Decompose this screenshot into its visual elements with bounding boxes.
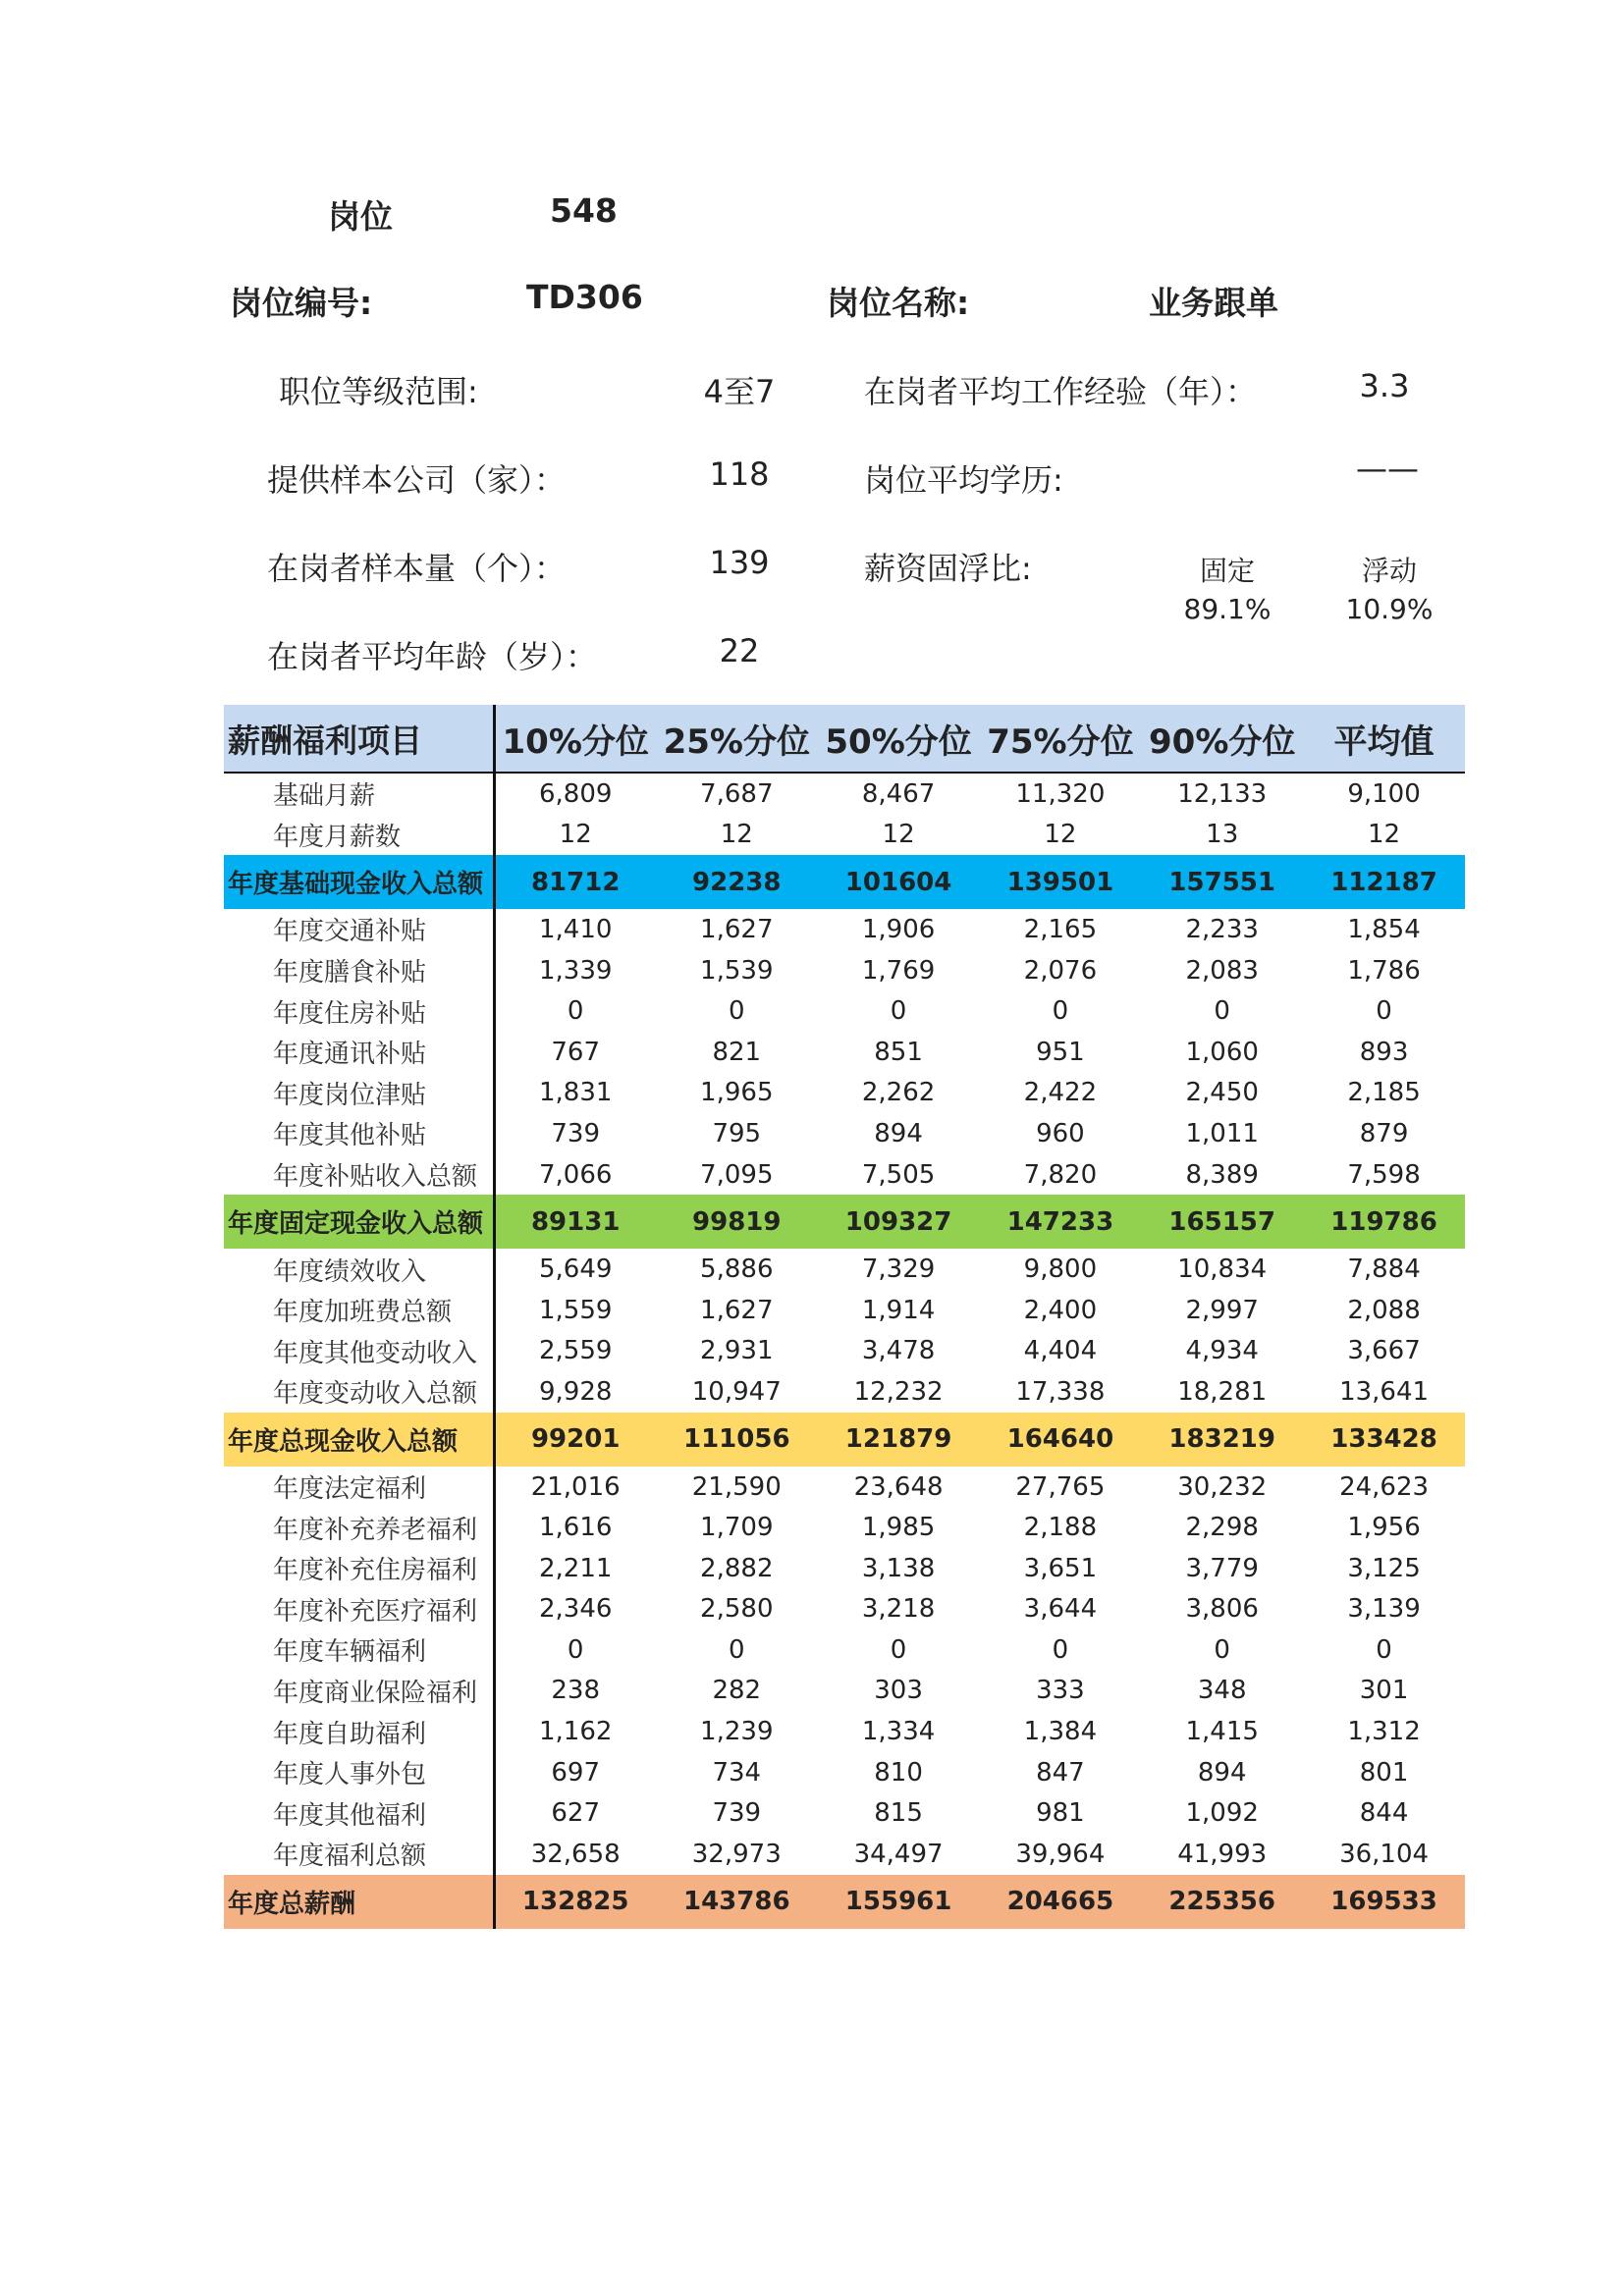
row-item-label: 年度补充住房福利 [224, 1548, 494, 1589]
row-item-label: 年度膳食补贴 [224, 950, 494, 991]
education-label: 岗位平均学历: [864, 461, 1063, 499]
table-cell: 99819 [692, 1206, 782, 1237]
table-cell: 12,133 [1177, 778, 1268, 809]
table-cell: 9,800 [1023, 1255, 1098, 1285]
table-cell: 143786 [682, 1887, 790, 1917]
table-cell: 5,886 [700, 1255, 774, 1285]
table-cell: 3,139 [1347, 1594, 1421, 1625]
table-cell: 1,239 [700, 1717, 774, 1747]
table-cell: 1,312 [1347, 1717, 1421, 1747]
row-item-label: 基础月薪 [224, 773, 494, 815]
experience-label: 在岗者平均工作经验（年）： [864, 373, 1258, 410]
position-code-label: 岗位编号: [230, 284, 373, 322]
table-cell: 34,497 [853, 1839, 944, 1869]
table-cell: 1,965 [700, 1078, 774, 1108]
row-item-label: 年度通讯补贴 [224, 1032, 494, 1073]
table-cell: 0 [728, 996, 745, 1027]
table-cell: 155961 [844, 1887, 952, 1917]
experience-value: 3.3 [1359, 367, 1410, 404]
row-item-label: 年度车辆福利 [224, 1629, 494, 1671]
table-cell: 139501 [1006, 867, 1114, 897]
table-cell: 8,467 [861, 778, 936, 809]
table-cell: 11,320 [1015, 778, 1106, 809]
table-total-row [224, 855, 1465, 909]
table-cell: 2,580 [700, 1594, 774, 1625]
table-cell: 739 [551, 1118, 601, 1148]
table-cell: 3,218 [861, 1594, 936, 1625]
table-cell: 1,985 [861, 1513, 936, 1543]
table-cell: 111056 [682, 1424, 790, 1455]
table-cell: 1,627 [700, 1295, 774, 1325]
table-cell: 30,232 [1177, 1471, 1268, 1502]
column-header: 75%分位 [979, 705, 1141, 773]
table-cell: 2,188 [1023, 1513, 1098, 1543]
fixed-ratio-value: 89.1% [1183, 593, 1272, 625]
table-row [224, 1629, 1465, 1671]
table-cell: 1,334 [861, 1717, 936, 1747]
column-header: 10%分位 [494, 705, 656, 773]
row-item-label: 年度住房补贴 [224, 990, 494, 1032]
table-cell: 2,088 [1347, 1295, 1421, 1325]
table-cell: 1,786 [1347, 955, 1421, 986]
table-cell: 2,262 [861, 1078, 936, 1108]
table-cell: 2,083 [1185, 955, 1259, 986]
table-cell: 0 [890, 996, 907, 1027]
table-cell: 3,779 [1185, 1553, 1259, 1583]
table-cell: 36,104 [1339, 1839, 1430, 1869]
table-cell: 157551 [1168, 867, 1275, 897]
table-cell: 9,928 [538, 1376, 613, 1407]
table-cell: 815 [874, 1798, 923, 1829]
table-cell: 27,765 [1015, 1471, 1106, 1502]
table-cell: 12 [882, 820, 915, 850]
position-code-value: TD306 [526, 278, 643, 316]
table-cell: 41,993 [1177, 1839, 1268, 1869]
table-cell: 164640 [1006, 1424, 1114, 1455]
table-cell: 1,906 [861, 914, 936, 944]
float-label: 浮动 [1361, 555, 1418, 587]
table-cell: 12,232 [853, 1376, 944, 1407]
table-cell: 2,450 [1185, 1078, 1259, 1108]
table-row [224, 950, 1465, 991]
row-item-label: 年度基础现金收入总额 [224, 855, 494, 909]
table-cell: 0 [1214, 1634, 1230, 1665]
table-cell: 1,384 [1023, 1717, 1098, 1747]
table-row [224, 1113, 1465, 1154]
table-cell: 32,658 [530, 1839, 621, 1869]
table-cell: 303 [874, 1676, 923, 1706]
table-cell: 348 [1197, 1676, 1247, 1706]
column-header: 平均值 [1303, 705, 1465, 773]
column-header: 25%分位 [656, 705, 818, 773]
sample-companies-label: 提供样本公司（家）： [267, 461, 567, 499]
table-cell: 132825 [521, 1887, 629, 1917]
table-total-row [224, 1195, 1465, 1249]
row-item-label: 年度月薪数 [224, 815, 494, 856]
table-cell: 801 [1359, 1757, 1409, 1788]
table-cell: 2,298 [1185, 1513, 1259, 1543]
table-cell: 92238 [692, 867, 782, 897]
grade-range-value: 4至7 [703, 373, 776, 410]
table-cell: 0 [1052, 996, 1069, 1027]
table-cell: 1,769 [861, 955, 936, 986]
position-name-label: 岗位名称: [827, 284, 970, 322]
table-cell: 739 [712, 1798, 762, 1829]
table-cell: 17,338 [1015, 1376, 1106, 1407]
education-value: —— [1356, 450, 1419, 487]
table-cell: 1,339 [538, 955, 613, 986]
table-cell: 7,687 [700, 778, 774, 809]
table-cell: 7,329 [861, 1255, 936, 1285]
position-value: 548 [550, 191, 618, 230]
table-cell: 2,346 [538, 1594, 613, 1625]
table-cell: 1,627 [700, 914, 774, 944]
table-cell: 0 [728, 1634, 745, 1665]
table-cell: 1,559 [538, 1295, 613, 1325]
table-cell: 5,649 [538, 1255, 613, 1285]
table-total-row [224, 1875, 1465, 1929]
table-cell: 147233 [1006, 1206, 1114, 1237]
table-cell: 2,882 [700, 1553, 774, 1583]
table-cell: 238 [551, 1676, 601, 1706]
table-cell: 0 [567, 996, 584, 1027]
table-row [224, 773, 1465, 815]
row-item-label: 年度补充养老福利 [224, 1507, 494, 1548]
table-cell: 8,389 [1185, 1159, 1259, 1190]
table-row [224, 815, 1465, 856]
table-cell: 7,884 [1347, 1255, 1421, 1285]
row-item-label: 年度福利总额 [224, 1834, 494, 1875]
table-cell: 3,667 [1347, 1336, 1421, 1366]
table-cell: 0 [1214, 996, 1230, 1027]
table-cell: 112187 [1330, 867, 1437, 897]
row-item-label: 年度法定福利 [224, 1467, 494, 1508]
table-row [224, 1792, 1465, 1834]
table-cell: 1,410 [538, 914, 613, 944]
table-cell: 0 [890, 1634, 907, 1665]
table-cell: 0 [1376, 1634, 1392, 1665]
table-cell: 2,211 [538, 1553, 613, 1583]
table-cell: 0 [1052, 1634, 1069, 1665]
table-cell: 3,478 [861, 1336, 936, 1366]
row-item-label: 年度岗位津贴 [224, 1073, 494, 1114]
table-cell: 3,125 [1347, 1553, 1421, 1583]
table-cell: 894 [1197, 1757, 1247, 1788]
table-cell: 24,623 [1339, 1471, 1430, 1502]
table-row [224, 1249, 1465, 1290]
employee-samples-label: 在岗者样本量（个）： [267, 550, 567, 587]
table-row [224, 1752, 1465, 1793]
table-cell: 4,934 [1185, 1336, 1259, 1366]
table-cell: 0 [567, 1634, 584, 1665]
position-label: 岗位 [328, 197, 393, 236]
row-item-label: 年度自助福利 [224, 1711, 494, 1752]
table-row [224, 1290, 1465, 1331]
row-item-label: 年度人事外包 [224, 1752, 494, 1793]
float-ratio-value: 10.9% [1345, 593, 1434, 625]
table-row [224, 909, 1465, 950]
table-cell: 7,066 [538, 1159, 613, 1190]
table-cell: 301 [1359, 1676, 1409, 1706]
table-cell: 23,648 [853, 1471, 944, 1502]
table-cell: 879 [1359, 1118, 1409, 1148]
table-cell: 851 [874, 1037, 923, 1067]
table-cell: 204665 [1006, 1887, 1114, 1917]
table-cell: 21,590 [691, 1471, 782, 1502]
average-age-label: 在岗者平均年龄（岁）： [267, 638, 598, 675]
table-cell: 1,162 [538, 1717, 613, 1747]
row-item-label: 年度补贴收入总额 [224, 1154, 494, 1196]
sample-companies-value: 118 [709, 455, 770, 493]
table-total-row [224, 1413, 1465, 1467]
table-cell: 3,651 [1023, 1553, 1098, 1583]
table-cell: 21,016 [530, 1471, 621, 1502]
employee-samples-value: 139 [709, 544, 770, 581]
table-cell: 1,956 [1347, 1513, 1421, 1543]
row-item-label: 年度补充医疗福利 [224, 1589, 494, 1630]
table-cell: 10,947 [691, 1376, 782, 1407]
table-cell: 99201 [530, 1424, 621, 1455]
row-item-label: 年度商业保险福利 [224, 1671, 494, 1712]
table-cell: 7,505 [861, 1159, 936, 1190]
table-cell: 1,914 [861, 1295, 936, 1325]
table-cell: 893 [1359, 1037, 1409, 1067]
table-cell: 12 [1368, 820, 1401, 850]
table-cell: 7,820 [1023, 1159, 1098, 1190]
table-cell: 2,185 [1347, 1078, 1421, 1108]
table-cell: 101604 [844, 867, 952, 897]
table-cell: 282 [712, 1676, 762, 1706]
table-cell: 795 [712, 1118, 762, 1148]
average-age-value: 22 [719, 632, 760, 669]
table-cell: 10,834 [1177, 1255, 1268, 1285]
table-cell: 1,616 [538, 1513, 613, 1543]
fixed-label: 固定 [1199, 555, 1256, 587]
row-item-label: 年度其他补贴 [224, 1113, 494, 1154]
table-cell: 2,165 [1023, 914, 1098, 944]
table-row [224, 1467, 1465, 1508]
table-cell: 627 [551, 1798, 601, 1829]
table-cell: 2,931 [700, 1336, 774, 1366]
table-cell: 81712 [530, 867, 621, 897]
table-cell: 12 [1044, 820, 1077, 850]
table-cell: 981 [1036, 1798, 1085, 1829]
table-cell: 2,400 [1023, 1295, 1098, 1325]
table-cell: 1,011 [1185, 1118, 1259, 1148]
table-cell: 844 [1359, 1798, 1409, 1829]
table-cell: 119786 [1330, 1206, 1437, 1237]
table-cell: 89131 [530, 1206, 621, 1237]
pay-ratio-label: 薪资固浮比: [864, 550, 1032, 587]
table-cell: 767 [551, 1037, 601, 1067]
table-cell: 183219 [1168, 1424, 1275, 1455]
table-row [224, 1834, 1465, 1875]
table-header-row [224, 705, 1465, 773]
table-cell: 960 [1036, 1118, 1085, 1148]
table-row [224, 1548, 1465, 1589]
table-cell: 121879 [844, 1424, 952, 1455]
table-cell: 109327 [844, 1206, 952, 1237]
table-row [224, 1589, 1465, 1630]
position-name-value: 业务跟单 [1149, 284, 1278, 322]
table-cell: 7,095 [700, 1159, 774, 1190]
table-cell: 2,997 [1185, 1295, 1259, 1325]
table-cell: 4,404 [1023, 1336, 1098, 1366]
column-header: 50%分位 [818, 705, 980, 773]
table-row [224, 1711, 1465, 1752]
table-row [224, 1507, 1465, 1548]
table-cell: 2,559 [538, 1336, 613, 1366]
table-cell: 13,641 [1339, 1376, 1430, 1407]
table-cell: 169533 [1330, 1887, 1437, 1917]
table-cell: 810 [874, 1757, 923, 1788]
table-row [224, 1073, 1465, 1114]
table-cell: 1,854 [1347, 914, 1421, 944]
table-cell: 7,598 [1347, 1159, 1421, 1190]
row-item-label: 年度加班费总额 [224, 1290, 494, 1331]
table-row [224, 990, 1465, 1032]
table-cell: 333 [1036, 1676, 1085, 1706]
table-row [224, 1331, 1465, 1372]
table-cell: 1,060 [1185, 1037, 1259, 1067]
table-cell: 133428 [1330, 1424, 1437, 1455]
table-cell: 39,964 [1015, 1839, 1106, 1869]
table-row [224, 1371, 1465, 1413]
table-cell: 32,973 [691, 1839, 782, 1869]
table-cell: 3,138 [861, 1553, 936, 1583]
row-item-label: 年度变动收入总额 [224, 1371, 494, 1413]
row-item-label: 年度总薪酬 [224, 1875, 494, 1929]
table-cell: 165157 [1168, 1206, 1275, 1237]
table-cell: 2,233 [1185, 914, 1259, 944]
table-cell: 1,415 [1185, 1717, 1259, 1747]
table-cell: 3,806 [1185, 1594, 1259, 1625]
table-cell: 894 [874, 1118, 923, 1148]
row-item-label: 年度其他变动收入 [224, 1331, 494, 1372]
salary-table [224, 705, 1465, 1929]
row-item-label: 年度总现金收入总额 [224, 1413, 494, 1467]
table-cell: 1,092 [1185, 1798, 1259, 1829]
table-cell: 12 [720, 820, 753, 850]
table-cell: 847 [1036, 1757, 1085, 1788]
table-cell: 9,100 [1347, 778, 1421, 809]
table-cell: 0 [1376, 996, 1392, 1027]
row-item-label: 年度固定现金收入总额 [224, 1195, 494, 1249]
table-cell: 2,076 [1023, 955, 1098, 986]
table-cell: 734 [712, 1757, 762, 1788]
table-row [224, 1154, 1465, 1196]
table-cell: 12 [559, 820, 592, 850]
table-cell: 3,644 [1023, 1594, 1098, 1625]
table-body [224, 773, 1465, 1929]
table-cell: 697 [551, 1757, 601, 1788]
table-cell: 225356 [1168, 1887, 1275, 1917]
table-cell: 13 [1206, 820, 1239, 850]
row-item-label: 年度交通补贴 [224, 909, 494, 950]
row-item-label: 年度其他福利 [224, 1792, 494, 1834]
table-cell: 18,281 [1177, 1376, 1268, 1407]
row-item-label: 年度绩效收入 [224, 1249, 494, 1290]
table-cell: 1,539 [700, 955, 774, 986]
table-cell: 2,422 [1023, 1078, 1098, 1108]
column-header: 90%分位 [1141, 705, 1303, 773]
table-cell: 1,831 [538, 1078, 613, 1108]
table-cell: 1,709 [700, 1513, 774, 1543]
table-cell: 6,809 [538, 778, 613, 809]
table-row [224, 1671, 1465, 1712]
table-cell: 951 [1036, 1037, 1085, 1067]
grade-range-label: 职位等级范围: [279, 373, 478, 410]
table-row [224, 1032, 1465, 1073]
table-cell: 821 [712, 1037, 762, 1067]
column-header: 薪酬福利项目 [224, 705, 494, 773]
